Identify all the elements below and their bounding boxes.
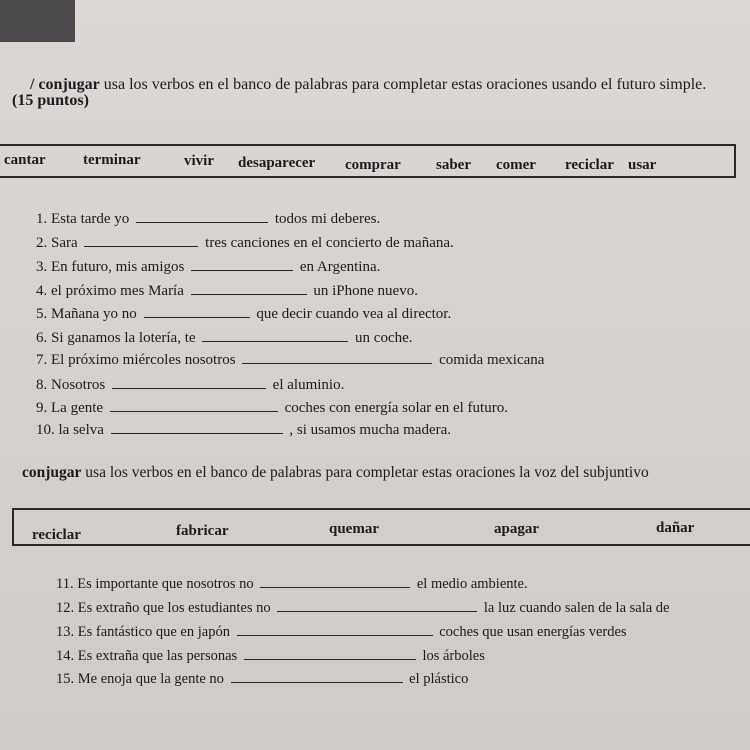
section1-instruction-bold: conjugar	[38, 76, 100, 93]
list-item	[36, 398, 508, 417]
list-item	[56, 598, 670, 617]
item-number: 14.	[56, 648, 75, 664]
item-text-after: el plástico	[409, 671, 469, 687]
list-item	[36, 304, 451, 323]
list-item	[56, 669, 468, 688]
item-text-before: Si ganamos la lotería, te	[51, 330, 196, 346]
word-bank-2-word: reciclar	[32, 527, 81, 543]
item-text-after: en Argentina.	[299, 259, 381, 275]
section1-points: (15 puntos)	[12, 92, 89, 109]
item-text-after: coches que usan energías verdes	[439, 624, 627, 640]
item-text-after: un iPhone nuevo.	[313, 283, 418, 299]
answer-blank[interactable]	[191, 257, 293, 271]
item-number: 10.	[36, 422, 55, 438]
item-text-after: que decir cuando vea al director.	[256, 306, 452, 322]
item-number: 8.	[36, 377, 48, 393]
item-number: 6.	[36, 330, 48, 346]
item-number: 9.	[36, 400, 48, 416]
item-text-after: tres canciones en el concierto de mañana.	[205, 235, 454, 251]
word-bank-1-word: cantar	[4, 152, 46, 168]
answer-blank[interactable]	[144, 304, 250, 318]
item-text-after: todos mi deberes.	[274, 211, 381, 227]
item-text-after: los árboles	[422, 648, 485, 664]
answer-blank[interactable]	[111, 420, 283, 434]
item-text-before: Es fantástico que en japón	[77, 624, 230, 640]
word-bank-1-word: comprar	[345, 157, 401, 173]
word-bank-1-word: usar	[628, 157, 657, 173]
word-bank-2-word: dañar	[656, 520, 695, 536]
item-number: 15.	[56, 671, 75, 687]
item-text-after: comida mexicana	[439, 352, 545, 368]
list-item	[36, 375, 344, 394]
answer-blank[interactable]	[84, 233, 198, 247]
item-number: 1.	[36, 211, 48, 227]
item-text-after: el medio ambiente.	[416, 576, 528, 592]
item-text-after: el aluminio.	[272, 377, 345, 393]
item-number: 13.	[56, 624, 75, 640]
item-text-before: Nosotros	[51, 377, 106, 393]
item-text-before: Es importante que nosotros no	[77, 576, 254, 592]
word-bank-2	[12, 508, 750, 546]
section1-instruction	[30, 76, 706, 94]
answer-blank[interactable]	[202, 328, 348, 342]
list-item	[36, 420, 451, 439]
word-bank-1	[0, 144, 736, 178]
item-text-before: En futuro, mis amigos	[51, 259, 185, 275]
item-text-before: el próximo mes María	[51, 283, 184, 299]
item-text-before: la selva	[58, 422, 104, 438]
item-text-before: Me enoja que la gente no	[77, 671, 224, 687]
word-bank-1-word: desaparecer	[238, 155, 316, 171]
item-number: 12.	[56, 600, 75, 616]
list-item	[36, 281, 418, 300]
word-bank-2-word: apagar	[494, 521, 539, 537]
item-text-before: La gente	[51, 400, 104, 416]
list-item	[56, 646, 485, 665]
answer-blank[interactable]	[260, 574, 410, 588]
answer-blank[interactable]	[244, 646, 416, 660]
word-bank-1-word: reciclar	[565, 157, 614, 173]
answer-blank[interactable]	[136, 209, 268, 223]
list-item	[36, 328, 413, 347]
item-text-after: , si usamos mucha madera.	[289, 422, 452, 438]
item-number: 3.	[36, 259, 48, 275]
word-bank-2-word: fabricar	[176, 523, 229, 539]
section2-instruction	[22, 464, 649, 482]
word-bank-1-word: terminar	[83, 152, 141, 168]
section2-instruction-text: usa los verbos en el banco de palabras para completar estas oraciones la voz del subjuntivo	[85, 464, 649, 481]
answer-blank[interactable]	[277, 598, 477, 612]
section1-instruction-text: usa los verbos en el banco de palabras para completar estas oraciones usando el futuro simple.	[103, 76, 707, 93]
item-number: 11.	[56, 576, 74, 592]
list-item	[56, 622, 627, 641]
word-bank-2-word: quemar	[329, 521, 379, 537]
word-bank-1-word: saber	[436, 157, 471, 173]
word-bank-1-word: vivir	[184, 153, 214, 169]
list-item	[36, 233, 454, 252]
list-item	[36, 257, 380, 276]
answer-blank[interactable]	[237, 622, 433, 636]
item-text-before: Mañana yo no	[51, 306, 137, 322]
item-text-before: El próximo miércoles nosotros	[51, 352, 236, 368]
item-number: 4.	[36, 283, 48, 299]
answer-blank[interactable]	[191, 281, 307, 295]
item-text-after: la luz cuando salen de la sala de	[483, 600, 670, 616]
answer-blank[interactable]	[242, 350, 432, 364]
item-text-before: Sara	[51, 235, 78, 251]
item-text-before: Esta tarde yo	[51, 211, 130, 227]
answer-blank[interactable]	[110, 398, 278, 412]
page-corner-shadow	[0, 0, 75, 42]
section1-number-mark: /	[30, 76, 35, 93]
item-text-after: un coche.	[355, 330, 413, 346]
list-item	[56, 574, 528, 593]
section2-instruction-bold: conjugar	[22, 464, 82, 481]
answer-blank[interactable]	[231, 669, 403, 683]
list-item	[36, 209, 380, 228]
item-number: 5.	[36, 306, 48, 322]
list-item	[36, 350, 544, 369]
item-text-before: Es extraño que los estudiantes no	[77, 600, 271, 616]
word-bank-1-word: comer	[496, 157, 536, 173]
item-number: 7.	[36, 352, 48, 368]
item-number: 2.	[36, 235, 48, 251]
answer-blank[interactable]	[112, 375, 266, 389]
item-text-before: Es extraña que las personas	[77, 648, 238, 664]
item-text-after: coches con energía solar en el futuro.	[284, 400, 508, 416]
